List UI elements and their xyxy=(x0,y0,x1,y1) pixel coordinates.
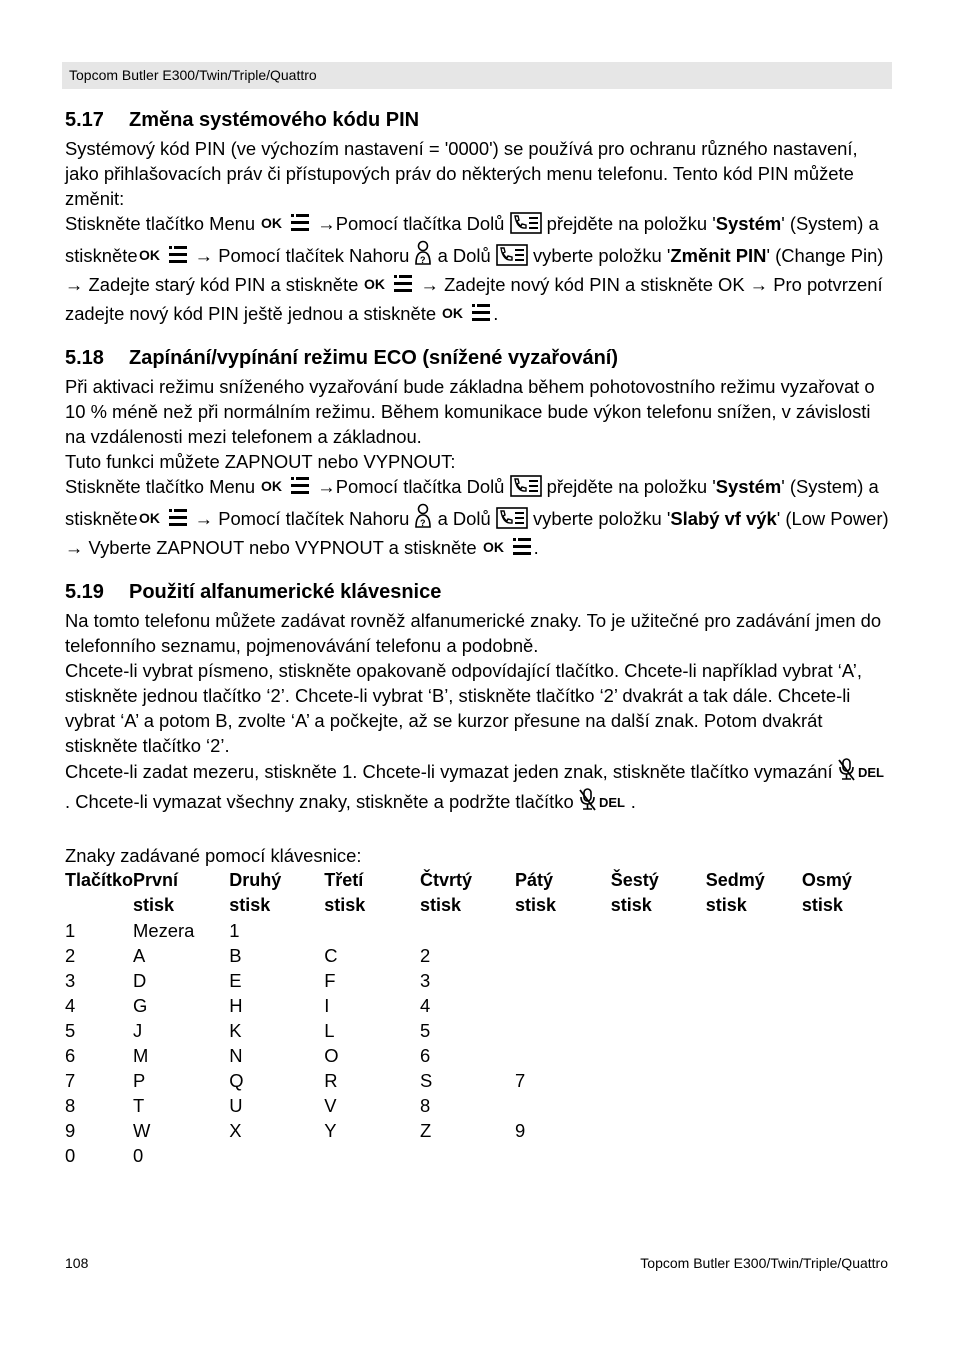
table-cell xyxy=(706,1068,802,1093)
down-phonebook-icon xyxy=(510,212,542,240)
table-row xyxy=(65,1068,891,1093)
table-header: Pátý xyxy=(515,870,554,890)
paragraph: Tuto funkci můžete ZAPNOUT nebo VYPNOUT: xyxy=(65,451,456,472)
table-cell xyxy=(515,1143,611,1168)
table-cell xyxy=(324,918,420,943)
table-cell: 5 xyxy=(420,1020,431,1041)
table-cell xyxy=(706,1043,802,1068)
table-row xyxy=(65,1043,891,1068)
table-cell xyxy=(802,1093,891,1118)
table-cell: Z xyxy=(420,1120,432,1141)
table-cell xyxy=(802,943,891,968)
table-header-sub: stisk xyxy=(133,895,175,915)
svg-text:DEL: DEL xyxy=(598,795,625,810)
instructions-paragraph: Stiskněte tlačítko Menu OK →Pomocí tlačítka Dolů přejděte na položku 'Systém' (System) a stiskněte OK → Pomocí tlačítek Nahoru ? a Dolů vyberte položku 'Změnit PIN' (Change Pin) → Zadejte starý kód PIN a stiskněte OK → Zadejte nový kód PIN a stiskněte OK → Pro potvrzení zadejte nový kód PIN ještě jednou a stiskněte OK . xyxy=(65,211,891,330)
svg-text:OK: OK xyxy=(442,305,464,321)
table-cell: R xyxy=(324,1070,338,1091)
ok-menu-icon xyxy=(482,536,534,564)
table-header-sub: stisk xyxy=(420,895,462,915)
table-cell: 8 xyxy=(420,1095,431,1116)
table-cell xyxy=(611,993,706,1018)
table-header: Šestý xyxy=(610,870,659,890)
up-intercom-icon xyxy=(414,503,432,535)
table-cell xyxy=(515,1043,611,1068)
footer-title: Topcom Butler E300/Twin/Triple/Quattro xyxy=(640,1255,888,1271)
table-cell: F xyxy=(324,970,336,991)
table-header-sub: stisk xyxy=(324,895,366,915)
table-cell: 3 xyxy=(65,970,76,991)
table-row xyxy=(65,1143,891,1168)
page-number: 108 xyxy=(65,1255,89,1271)
table-cell xyxy=(802,918,891,943)
section-heading-5-19 xyxy=(65,576,891,608)
svg-text:OK: OK xyxy=(261,478,283,494)
section-number: 5.19 xyxy=(65,581,104,603)
down-phonebook-icon xyxy=(510,475,542,503)
table-cell: 4 xyxy=(65,995,76,1016)
paragraph: Chcete-li zadat mezeru, stiskněte 1. Chcete-li vymazat jeden znak, stiskněte tlačítko vymazání DEL . Chcete-li vymazat všechny znaky, stiskněte a podržte tlačítko DEL . xyxy=(65,758,891,818)
table-cell: 9 xyxy=(65,1120,76,1141)
table-header-sub xyxy=(65,893,133,918)
table-cell: M xyxy=(133,1045,149,1066)
svg-text:?: ? xyxy=(420,255,426,265)
table-cell: B xyxy=(229,945,242,966)
table-cell xyxy=(802,1118,891,1143)
ok-menu-icon xyxy=(138,244,190,272)
table-cell xyxy=(802,993,891,1018)
table-header: Třetí xyxy=(324,870,364,890)
table-cell: D xyxy=(133,970,147,991)
table-cell xyxy=(515,1093,611,1118)
ok-menu-icon xyxy=(363,273,415,301)
page-content xyxy=(65,104,891,1168)
table-cell: O xyxy=(324,1045,339,1066)
ok-menu-icon xyxy=(441,302,493,330)
table-cell xyxy=(611,1018,706,1043)
paragraph: Při aktivaci režimu sníženého vyzařování bude základna během pohotovostního režimu vyzařovat o 10 % méně než při normálním režimu. Během komunikace bude výkon telefonu snížen, v závislosti na vzdálenosti mezi telefonem a základnou. xyxy=(65,376,875,447)
table-cell: 1 xyxy=(65,920,76,941)
table-cell xyxy=(706,943,802,968)
table-cell xyxy=(515,993,611,1018)
table-cell: Y xyxy=(324,1120,337,1141)
table-cell: Mezera xyxy=(133,920,195,941)
table-cell xyxy=(802,1143,891,1168)
table-header-sub: stisk xyxy=(515,895,557,915)
table-cell: 5 xyxy=(65,1020,76,1041)
table-cell: L xyxy=(324,1020,335,1041)
table-cell: W xyxy=(133,1120,151,1141)
table-row xyxy=(65,1118,891,1143)
table-row xyxy=(65,993,891,1018)
svg-text:OK: OK xyxy=(364,276,386,292)
table-cell: 6 xyxy=(420,1045,431,1066)
svg-text:DEL: DEL xyxy=(857,765,884,780)
table-cell xyxy=(706,1118,802,1143)
table-cell xyxy=(611,1043,706,1068)
table-cell xyxy=(706,1093,802,1118)
table-cell: 7 xyxy=(65,1070,76,1091)
table-cell: 8 xyxy=(65,1095,76,1116)
table-cell xyxy=(611,918,706,943)
table-cell: I xyxy=(324,995,330,1016)
table-cell xyxy=(420,1143,515,1168)
section-number: 5.18 xyxy=(65,347,104,369)
table-header: Tlačítko xyxy=(65,870,134,890)
table-cell: 2 xyxy=(420,945,431,966)
table-header: Sedmý xyxy=(705,870,765,890)
table-cell xyxy=(611,943,706,968)
table-cell xyxy=(706,1018,802,1043)
table-cell xyxy=(802,1068,891,1093)
ok-menu-icon xyxy=(260,212,312,240)
table-cell: 4 xyxy=(420,995,431,1016)
table-cell xyxy=(324,1143,420,1168)
keypad-table xyxy=(65,868,891,1168)
table-cell xyxy=(611,968,706,993)
table-cell xyxy=(706,918,802,943)
table-header: Druhý xyxy=(229,870,282,890)
table-cell xyxy=(515,918,611,943)
paragraph: Chcete-li vybrat písmeno, stiskněte opakovaně odpovídající tlačítko. Chcete-li například vybrat ‘A’, stiskněte jednou tlačítko ‘2’. Chcete-li vybrat ‘B’, stiskněte tlačítko ‘2’ dvakrát a tak dále. Chcete-li vybrat ‘A’ a potom B, zvolte ‘A’ a počkejte, až se kurzor přesune na další znak. Potom dvakrát stiskněte tlačítko ‘2’. xyxy=(65,660,862,756)
section-number: 5.17 xyxy=(65,109,104,131)
table-cell: 3 xyxy=(420,970,431,991)
table-cell: 0 xyxy=(133,1145,144,1166)
table-header-sub: stisk xyxy=(610,895,652,915)
table-cell xyxy=(515,1018,611,1043)
table-header: První xyxy=(133,870,179,890)
table-cell xyxy=(706,993,802,1018)
table-intro: Znaky zadávané pomocí klávesnice: xyxy=(65,845,362,866)
section-title: Použití alfanumerické klávesnice xyxy=(129,581,442,603)
ok-menu-icon xyxy=(260,475,312,503)
table-cell: 6 xyxy=(65,1045,76,1066)
table-cell: Q xyxy=(229,1070,244,1091)
section-title: Změna systémového kódu PIN xyxy=(129,109,420,131)
mute-delete-icon xyxy=(579,788,631,818)
table-row xyxy=(65,1018,891,1043)
table-header-sub: stisk xyxy=(229,895,271,915)
table-cell xyxy=(611,1143,706,1168)
table-cell: K xyxy=(229,1020,242,1041)
svg-text:OK: OK xyxy=(261,215,283,231)
table-cell: E xyxy=(229,970,242,991)
svg-text:OK: OK xyxy=(138,247,160,263)
instructions-paragraph: Stiskněte tlačítko Menu OK →Pomocí tlačítka Dolů přejděte na položku 'Systém' (System) a stiskněte OK → Pomocí tlačítek Nahoru ? a Dolů vyberte položku 'Slabý vf výk' (Low Power) → Vyberte ZAPNOUT nebo VYPNOUT a stiskněte OK . xyxy=(65,474,891,564)
table-cell: S xyxy=(420,1070,433,1091)
table-header: Čtvrtý xyxy=(420,870,473,890)
table-cell: P xyxy=(133,1070,146,1091)
table-cell: N xyxy=(229,1045,243,1066)
table-cell: 0 xyxy=(65,1145,76,1166)
table-cell xyxy=(611,1118,706,1143)
table-cell xyxy=(802,1043,891,1068)
table-cell xyxy=(515,943,611,968)
table-cell xyxy=(229,1143,324,1168)
paragraph: Na tomto telefonu můžete zadávat rovněž alfanumerické znaky. To je užitečné pro zadávání jmen do telefonního seznamu, pojmenovávání telefonu a podobně. xyxy=(65,610,882,656)
table-cell: C xyxy=(324,945,338,966)
table-cell: 9 xyxy=(515,1120,526,1141)
table-cell: T xyxy=(133,1095,145,1116)
table-cell: H xyxy=(229,995,243,1016)
table-row xyxy=(65,968,891,993)
table-row xyxy=(65,918,891,943)
table-cell xyxy=(420,918,515,943)
table-header: Osmý xyxy=(801,870,852,890)
table-cell: 2 xyxy=(65,945,76,966)
table-row xyxy=(65,1093,891,1118)
ok-menu-icon xyxy=(138,507,190,535)
down-phonebook-icon xyxy=(496,244,528,272)
svg-text:OK: OK xyxy=(482,539,504,555)
table-header-sub: stisk xyxy=(801,895,843,915)
table-cell xyxy=(611,1068,706,1093)
table-cell: A xyxy=(133,945,146,966)
table-cell: J xyxy=(133,1020,143,1041)
section-title: Zapínání/vypínání režimu ECO (snížené vyzařování) xyxy=(129,347,619,369)
paragraph: Systémový kód PIN (ve výchozím nastavení = '0000') se používá pro ochranu různého nastavení, jako přihlašovacích práv či přístupových práv do některých menu telefonu. Tento kód PIN můžete změnit: xyxy=(65,138,858,209)
table-cell xyxy=(515,968,611,993)
table-cell xyxy=(706,1143,802,1168)
table-cell: 1 xyxy=(229,920,240,941)
table-cell: X xyxy=(229,1120,242,1141)
page-header xyxy=(62,62,892,89)
table-cell: U xyxy=(229,1095,243,1116)
table-cell: V xyxy=(324,1095,337,1116)
table-cell xyxy=(802,968,891,993)
header-title: Topcom Butler E300/Twin/Triple/Quattro xyxy=(69,67,317,83)
section-heading-5-18 xyxy=(65,342,891,374)
mute-delete-icon xyxy=(838,758,890,788)
table-cell xyxy=(611,1093,706,1118)
table-cell: G xyxy=(133,995,148,1016)
table-cell: 7 xyxy=(515,1070,526,1091)
table-cell xyxy=(802,1018,891,1043)
down-phonebook-icon xyxy=(496,507,528,535)
table-cell xyxy=(706,968,802,993)
section-heading-5-17 xyxy=(65,104,891,136)
table-header-sub: stisk xyxy=(705,895,747,915)
table-row xyxy=(65,943,891,968)
svg-text:?: ? xyxy=(420,518,426,528)
up-intercom-icon xyxy=(414,240,432,272)
svg-text:OK: OK xyxy=(138,510,160,526)
